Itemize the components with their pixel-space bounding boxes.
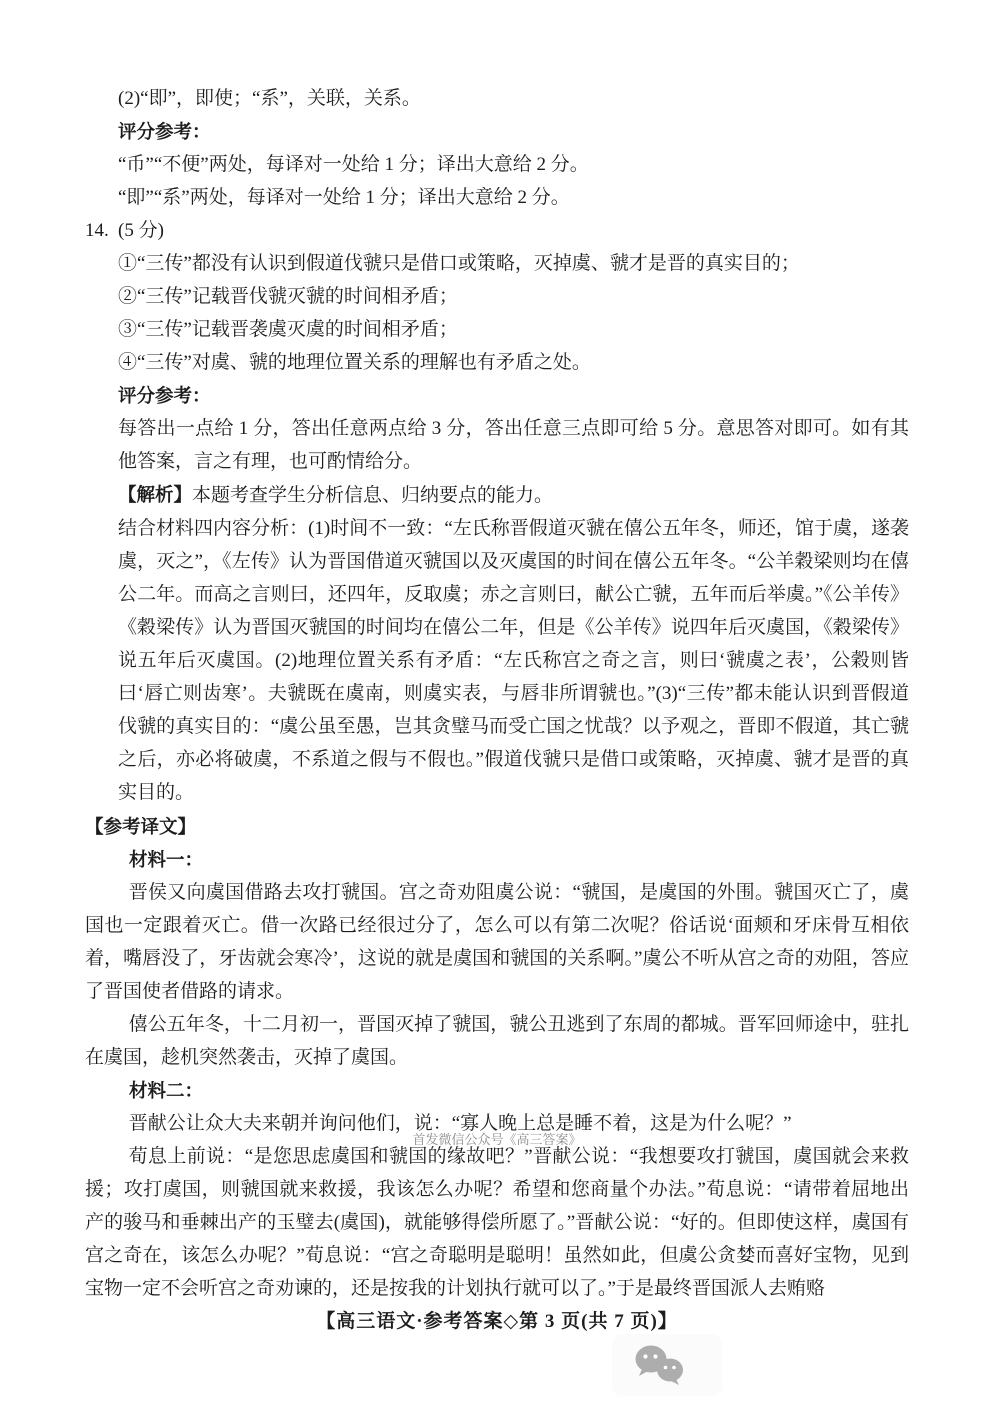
- answer-item-3: ③“三传”记载晋袭虞灭虞的时间相矛盾；: [118, 319, 458, 340]
- answer-item-4: ④“三传”对虞、虢的地理位置关系的理解也有矛盾之处。: [118, 352, 591, 373]
- answer13-scoring-line: “币”“不便”两处，每译对一处给 1 分；译出大意给 2 分。: [118, 154, 589, 175]
- wechat-icon: [630, 1342, 692, 1388]
- page-content: (2)“即”，即使；“系”，关联，关系。 评分参考： “币”“不便”两处，每译对一处给 1 分；译出大意给 2 分。 “即”“系”两处，每译对一处给 1 分；译出大意给 2 分。 14. (5 分) ①“三传”都没有认识到假道伐虢只是借口或策略，灭掉虞、虢才是晋的真实目的； ②“三传”记载晋伐虢灭虢的时间相矛盾； ③“三传”记载晋袭虞灭虞的时间相矛盾； ④“三传”对虞、虢的地理位置关系的理解也有矛盾之处。 评分参考： 每答出一点给 1 分，答出任意两点给 3 分，答出任意三点即可给 5 分。意思答对即可。如有其他答案，言之有理，也可酌情给分。 【解析】本题考查学生分析信息、归纳要点的能力。 结合材料四内容分析：(1)时间不一致：“左氏称晋假道灭虢在僖公五年冬，师还，馆于虞，遂袭虞，灭之”，《左传》认为晋国借道灭虢国以及灭虞国的时间在僖公五年冬。“公羊穀梁则均在僖公二年。而高之言则曰，还四年，反取虞；赤之言则曰，献公亡虢，五年而后举虞。”《公羊传》《穀梁传》认为晋国灭虢国的时间均在僖公二年，但是《公羊传》说四年后灭虞国，《穀梁传》说五年后灭虞国。(2)地理位置关系有矛盾：“左氏称宫之奇之言，则曰‘虢虞之表’，公穀则皆曰‘唇亡则齿寒’。夫虢既在虞南，则虞实表，与唇非所谓虢也。”(3)“三传”都未能认识到晋假道伐虢的真实目的：“虞公虽至愚，岂其贪璧马而受亡国之忧哉？以予观之，晋即不假道，其亡虢之后，亦必将破虞，不系道之假与不假也。”假道伐虢只是借口或策略，灭掉虞、虢才是晋的真实目的。 【参考译文】 材料一： 晋侯又向虞国借路去攻打虢国。宫之奇劝阻虞公说：“虢国，是虞国的外围。虢国灭亡了，虞国也一定跟着灭亡。借一次路已经很过分了，怎么可以有第二次呢？俗话说‘面颊和牙床骨互相依着，嘴唇没了，牙齿就会寒冷’，这说的就是虞国和虢国的关系啊。”虞公不听从宫之奇的劝阻，答应了晋国使者借路的请求。 僖公五年冬，十二月初一，晋国灭掉了虢国，虢公丑逃到了东周的都城。晋军回师途中，驻扎在虞国，趁机突然袭击，灭掉了虞国。 材料二： 晋献公让众大夫来朝并询问他们，说：“寡人晚上总是睡不着，这是为什么呢？” 首发微信公众号《高三答案》 荀息上前说：“是您思虑虞国和虢国的缘故吧？”晋献公说：“我想要攻打虢国，虞国就会来救援；攻打虞国，则虢国就来救援，我该怎么办呢？希望和您商量个办法。”荀息说：“请带着屈地出产的骏马和垂棘出产的玉璧去(虞国)，就能够得偿所愿了。”晋献公说：“好的。但即使这样，虞国有宫之奇在，该怎么办呢？”荀息说：“宫之奇聪明是聪明！虽然如此，但虞公贪婪而喜好宝物，见到宝物一定不会听宫之奇劝谏的，还是按我的计划执行就可以了。”于是最终晋国派人去贿赂 【高三语文·参考答案◇第 3 页(共 7 页)】: [85, 82, 909, 1338]
- question14-points: (5 分): [118, 220, 164, 241]
- answer13-line: (2)“即”，即使；“系”，关联，关系。: [118, 88, 421, 109]
- question14-scoring-text: 每答出一点给 1 分，答出任意两点给 3 分，答出任意三点即可给 5 分。意思答对即可。如有其他答案，言之有理，也可酌情给分。: [118, 418, 909, 472]
- question14-answer-block: [118, 247, 909, 809]
- answer-item-2: ②“三传”记载晋伐虢灭虢的时间相矛盾；: [118, 286, 458, 307]
- question14-analysis-intro: [118, 478, 909, 512]
- page-footer: 【高三语文·参考答案◇第 3 页(共 7 页)】: [316, 1311, 678, 1332]
- material2-paragraph-1: 晋献公让众大夫来朝并询问他们，说：“寡人晚上总是睡不着，这是为什么呢？”: [128, 1113, 792, 1134]
- material2-paragraph-2: 荀息上前说：“是您思虑虞国和虢国的缘故吧？”晋献公说：“我想要攻打虢国，虞国就会来救援；攻打虞国，则虢国就来救援，我该怎么办呢？希望和您商量个办法。”荀息说：“请带着屈地出产的骏马和垂棘出产的玉璧去(虞国)，就能够得偿所愿了。”晋献公说：“好的。但即使这样，虞国有宫之奇在，该怎么办呢？”荀息说：“宫之奇聪明是聪明！虽然如此，但虞公贪婪而喜好宝物，见到宝物一定不会听宫之奇劝谏的，还是按我的计划执行就可以了。”于是最终晋国派人去贿赂: [85, 1146, 909, 1299]
- question14-heading: [85, 214, 909, 247]
- translation-label: 【参考译文】: [85, 816, 197, 837]
- answer-item-1: ①“三传”都没有认识到假道伐虢只是借口或策略，灭掉虞、虢才是晋的真实目的；: [118, 253, 800, 274]
- wechat-watermark-badge: [612, 1334, 722, 1396]
- answer13-scoring-line: “即”“系”两处，每译对一处给 1 分；译出大意给 2 分。: [118, 187, 570, 208]
- material2-label: 材料二：: [129, 1080, 204, 1101]
- material1-paragraph-2: 僖公五年冬，十二月初一，晋国灭掉了虢国，虢公丑逃到了东周的都城。晋军回师途中，驻扎在虞国，趁机突然袭击，灭掉了虞国。: [85, 1014, 909, 1068]
- question14-number: 14.: [85, 220, 109, 241]
- answer13-block: [118, 82, 909, 214]
- question14-scoring-label: 评分参考：: [118, 385, 211, 406]
- analysis-intro-text: 本题考查学生分析信息、归纳要点的能力。: [192, 485, 554, 506]
- material1-paragraph-1: 晋侯又向虞国借路去攻打虢国。宫之奇劝阻虞公说：“虢国，是虞国的外围。虢国灭亡了，虞国也一定跟着灭亡。借一次路已经很过分了，怎么可以有第二次呢？俗话说‘面颊和牙床骨互相依着，嘴唇没了，牙齿就会寒冷’，这说的就是虞国和虢国的关系啊。”虞公不听从宫之奇的劝阻，答应了晋国使者借路的请求。: [85, 882, 909, 1002]
- material1-label: 材料一：: [129, 849, 204, 870]
- answer13-scoring-label: 评分参考：: [118, 121, 211, 142]
- analysis-label: 【解析】: [118, 484, 193, 505]
- question14-analysis-body: 结合材料四内容分析：(1)时间不一致：“左氏称晋假道灭虢在僖公五年冬，师还，馆于虞，遂袭虞，灭之”，《左传》认为晋国借道灭虢国以及灭虞国的时间在僖公五年冬。“公羊穀梁则均在僖公二年。而高之言则曰，还四年，反取虞；赤之言则曰，献公亡虢，五年而后举虞。”《公羊传》《穀梁传》认为晋国灭虢国的时间均在僖公二年，但是《公羊传》说四年后灭虞国，《穀梁传》说五年后灭虞国。(2)地理位置关系有矛盾：“左氏称宫之奇之言，则曰‘虢虞之表’，公穀则皆曰‘唇亡则齿寒’。夫虢既在虞南，则虞实表，与唇非所谓虢也。”(3)“三传”都未能认识到晋假道伐虢的真实目的：“虞公虽至愚，岂其贪璧马而受亡国之忧哉？以予观之，晋即不假道，其亡虢之后，亦必将破虞，不系道之假与不假也。”假道伐虢只是借口或策略，灭掉虞、虢才是晋的真实目的。: [118, 518, 909, 803]
